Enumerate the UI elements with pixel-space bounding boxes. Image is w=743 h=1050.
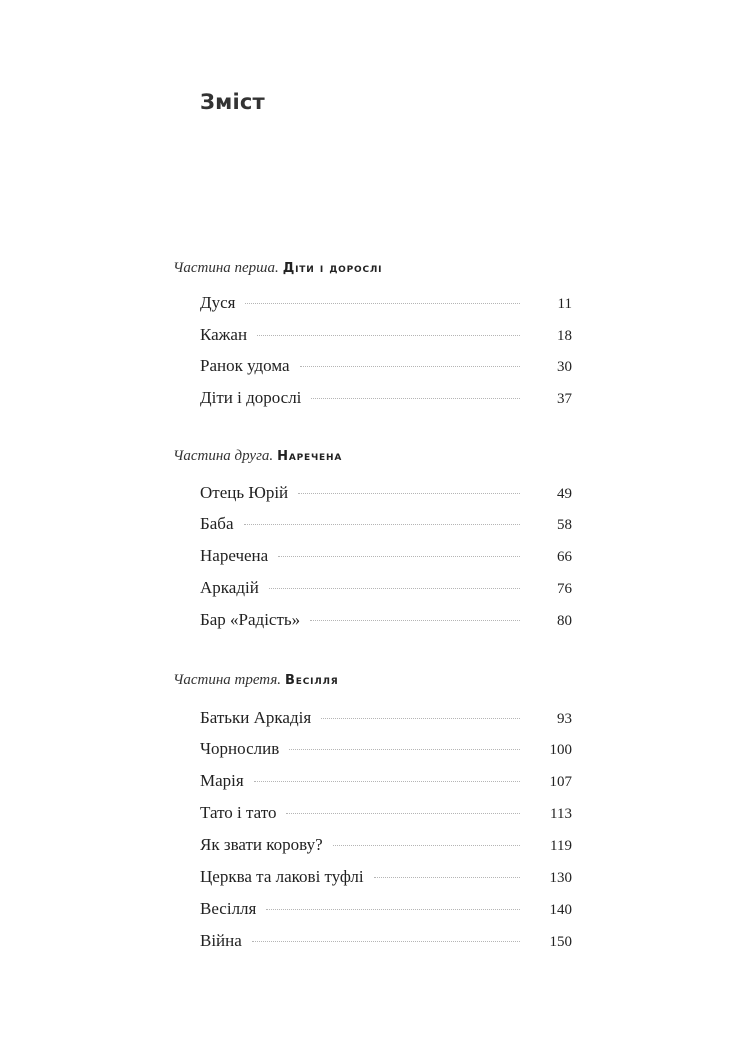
toc-entry[interactable] <box>200 928 572 954</box>
toc-entry[interactable] <box>200 322 572 348</box>
page-number: 100 <box>549 742 572 758</box>
dot-leader <box>298 493 520 494</box>
dot-leader <box>311 398 520 399</box>
dot-leader <box>278 556 520 557</box>
toc-entry[interactable] <box>200 575 572 601</box>
toc-entry[interactable] <box>200 800 572 826</box>
dot-leader <box>257 335 520 336</box>
dot-leader <box>289 749 520 750</box>
entry-title: Весілля <box>200 899 257 918</box>
entry-title: Церква та лакові туфлі <box>200 867 364 886</box>
part-name: Наречена <box>277 449 343 464</box>
entry-title: Як звати корову? <box>200 835 323 854</box>
toc-entry[interactable] <box>200 543 572 569</box>
page-number: 30 <box>557 359 572 375</box>
dot-leader <box>266 909 520 910</box>
toc-entry[interactable] <box>200 896 572 922</box>
entry-title: Ранок удома <box>200 356 290 375</box>
page-number: 11 <box>557 296 572 312</box>
part-label: Частина третя. <box>173 672 282 688</box>
page-number: 130 <box>549 870 572 886</box>
page-number: 107 <box>549 774 572 790</box>
page-number: 49 <box>557 486 572 502</box>
page-number: 66 <box>557 549 572 565</box>
page-number: 150 <box>549 934 572 950</box>
entry-title: Баба <box>200 514 234 533</box>
toc-entry[interactable] <box>200 705 572 731</box>
toc-entry[interactable] <box>200 385 572 411</box>
dot-leader <box>374 877 520 878</box>
toc-entry[interactable] <box>200 353 572 379</box>
toc-entry[interactable] <box>200 864 572 890</box>
dot-leader <box>321 718 520 719</box>
entry-title: Марія <box>200 771 244 790</box>
dot-leader <box>310 620 520 621</box>
part-label: Частина друга. <box>173 448 274 464</box>
part-name: Діти і дорослі <box>282 261 383 276</box>
toc-entry[interactable] <box>200 607 572 633</box>
entry-title: Діти і дорослі <box>200 388 302 407</box>
entry-title: Тато і тато <box>200 803 277 822</box>
dot-leader <box>333 845 520 846</box>
page-number: 93 <box>557 711 572 727</box>
toc-entry[interactable] <box>200 290 572 316</box>
entry-title: Дуся <box>200 293 236 312</box>
dot-leader <box>254 781 520 782</box>
toc-entry[interactable] <box>200 480 572 506</box>
toc-entry[interactable] <box>200 768 572 794</box>
page-number: 18 <box>557 328 572 344</box>
dot-leader <box>300 366 520 367</box>
entry-title: Батьки Аркадія <box>200 708 312 727</box>
dot-leader <box>269 588 520 589</box>
entry-title: Війна <box>200 931 242 950</box>
page-number: 80 <box>557 613 572 629</box>
page-number: 58 <box>557 517 572 533</box>
page-number: 37 <box>557 391 572 407</box>
toc-entry[interactable] <box>200 736 572 762</box>
entry-title: Аркадій <box>200 578 259 597</box>
entry-title: Отець Юрій <box>200 483 289 502</box>
dot-leader <box>252 941 520 942</box>
toc-entry[interactable] <box>200 511 572 537</box>
part-name: Весілля <box>285 673 339 688</box>
part-heading-1 <box>173 256 382 280</box>
dot-leader <box>244 524 520 525</box>
toc-entry[interactable] <box>200 832 572 858</box>
page-number: 113 <box>550 806 572 822</box>
page-number: 76 <box>557 581 572 597</box>
part-heading-3 <box>173 668 339 692</box>
entry-title: Наречена <box>200 546 269 565</box>
dot-leader <box>286 813 520 814</box>
page-number: 140 <box>549 902 572 918</box>
part-heading-2 <box>173 444 342 468</box>
page-title: Зміст <box>200 90 265 114</box>
part-label: Частина перша. <box>173 260 279 276</box>
dot-leader <box>245 303 520 304</box>
entry-title: Чорнослив <box>200 739 280 758</box>
entry-title: Кажан <box>200 325 248 344</box>
page-number: 119 <box>550 838 572 854</box>
entry-title: Бар «Радість» <box>200 610 301 629</box>
